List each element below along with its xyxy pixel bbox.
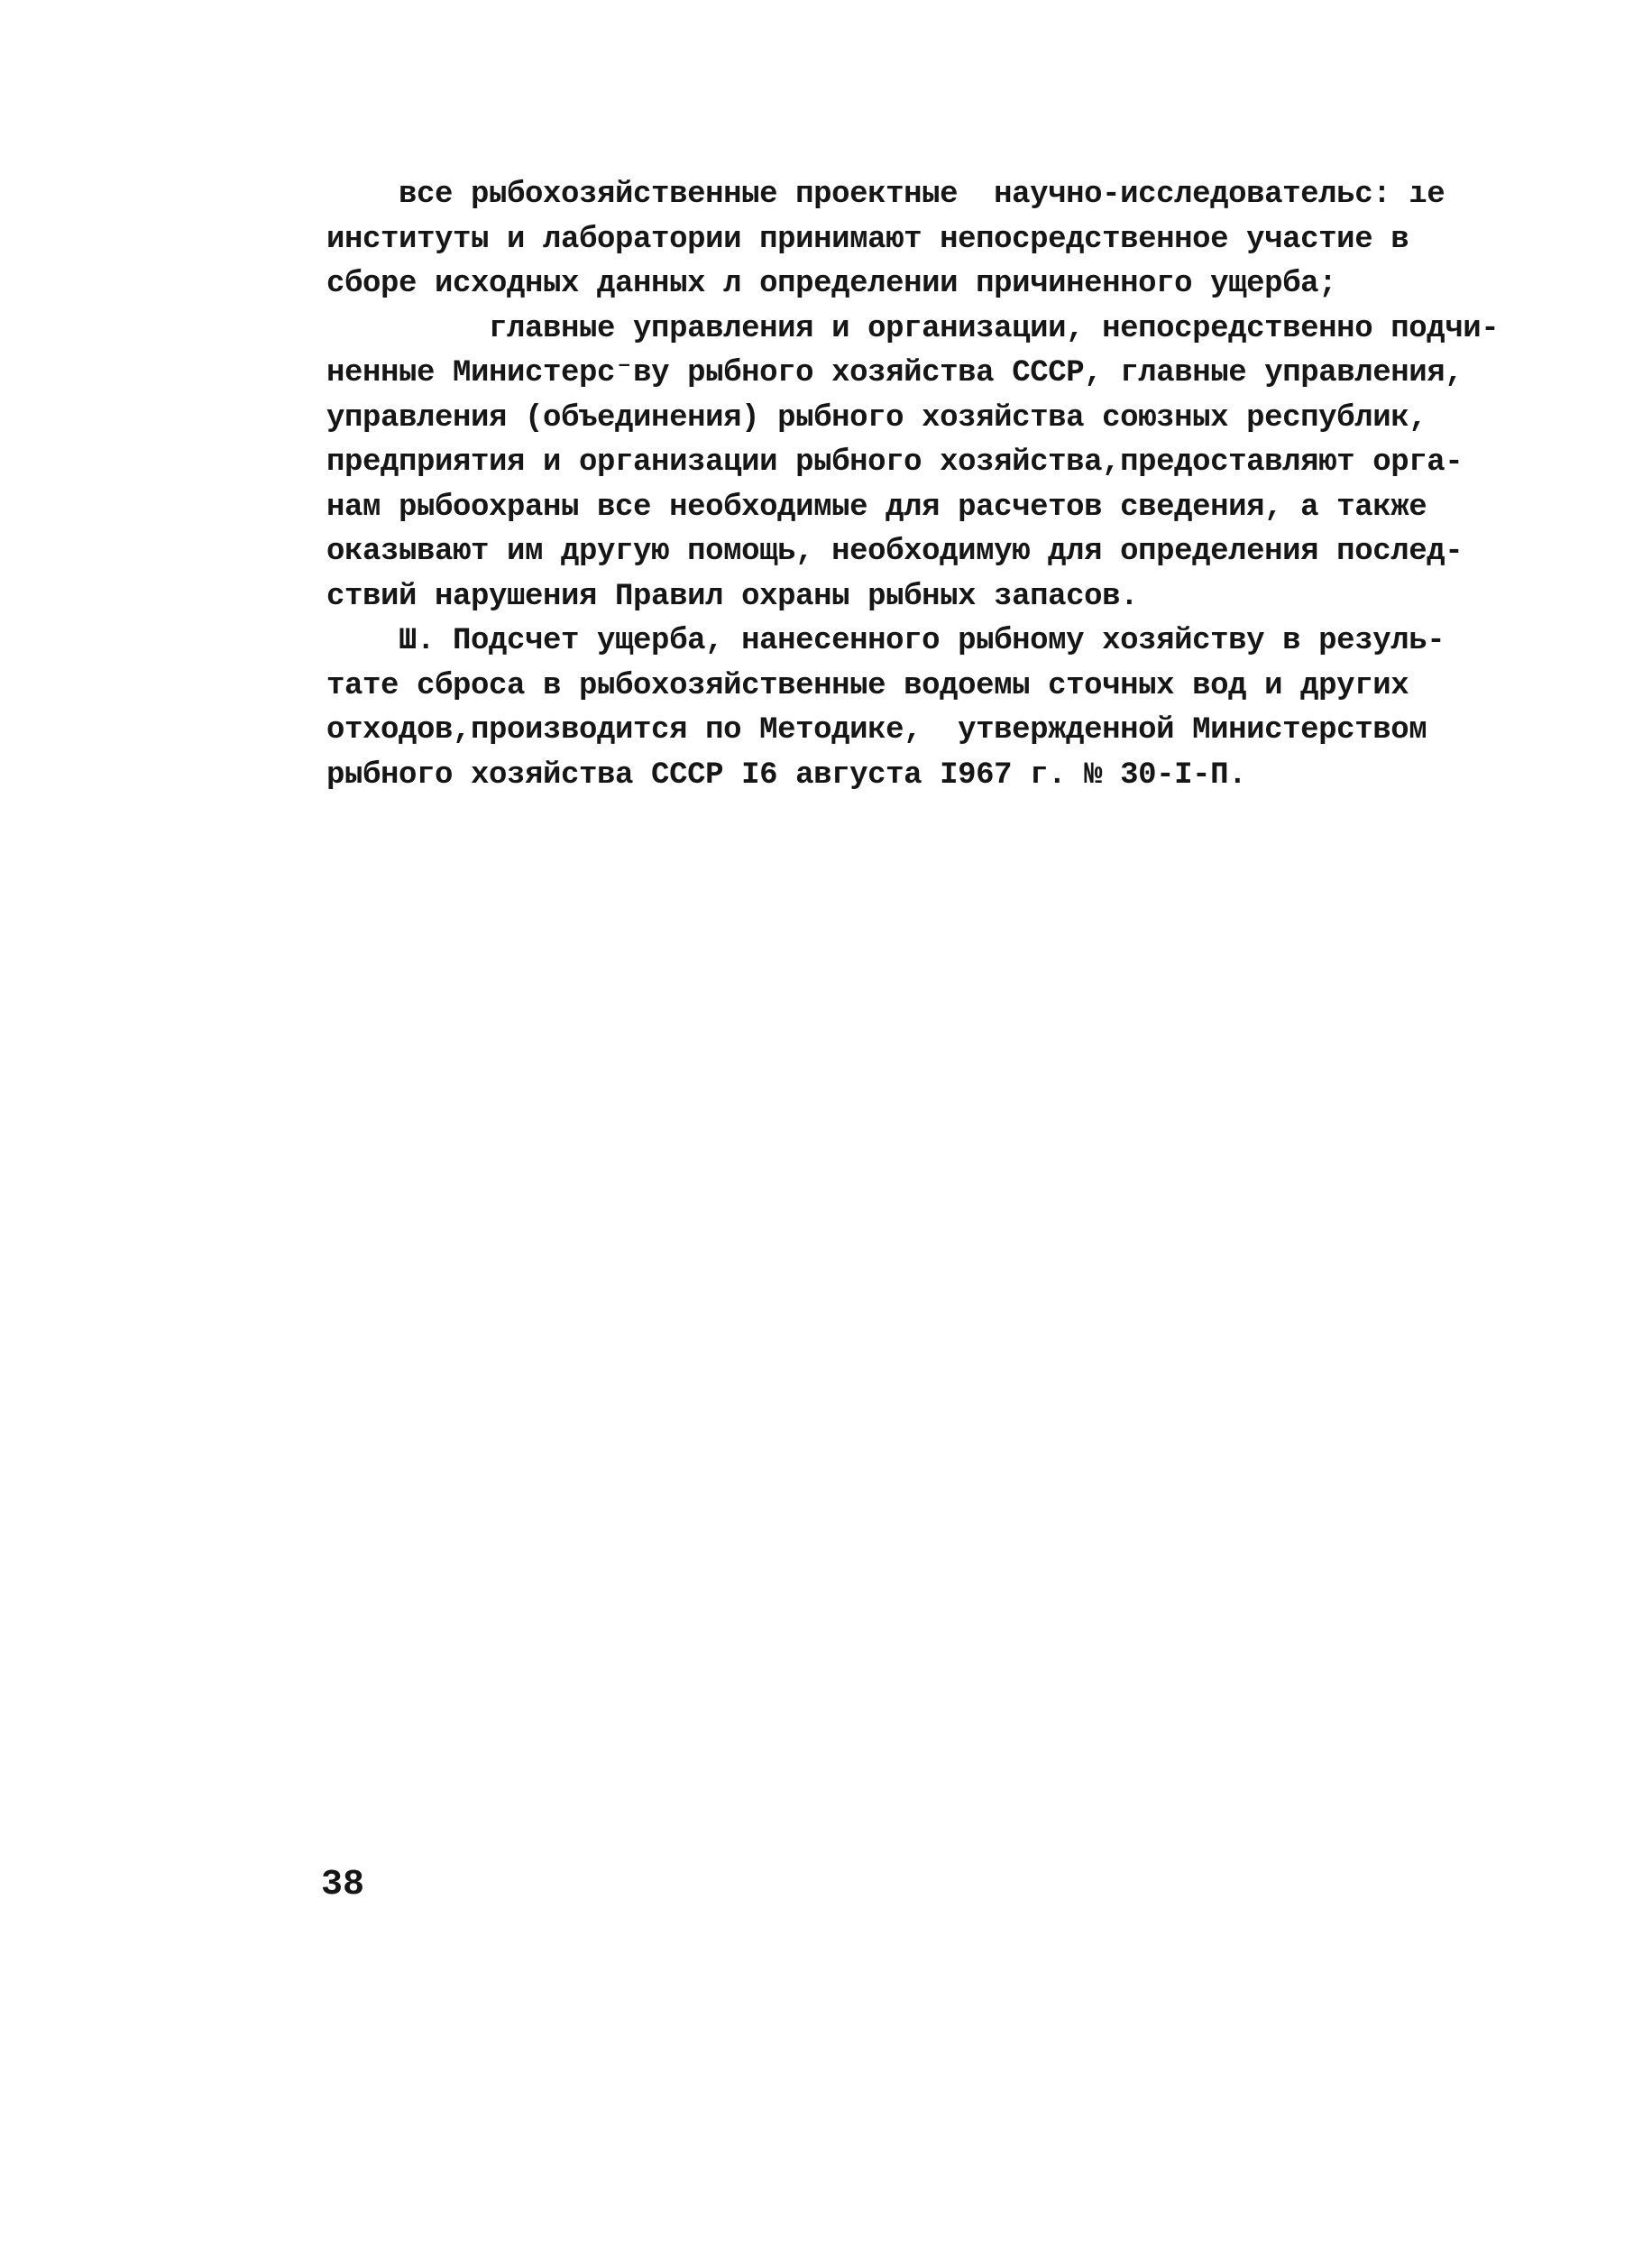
text-line: оказывают им другую помощь, необходимую для определения послед- [326, 535, 1464, 569]
body-text [326, 173, 1500, 798]
text-line: все рыбохозяйственные проектные научно-исследовательс: ıе [326, 178, 1446, 212]
text-line: управления (объединения) рыбного хозяйства союзных республик, [326, 400, 1427, 436]
text-line: ствий нарушения Правил охраны рыбных запасов. [326, 579, 1139, 614]
text-line: предприятия и организации рыбного хозяйства,предоставляют орга- [326, 445, 1464, 480]
text-line: ненные Министерс⁻ву рыбного хозяйства СССР, главные управления, [326, 356, 1464, 390]
text-line: сборе исходных данных л определении причиненного ущерба; [326, 267, 1337, 301]
text-line: тате сброса в рыбохозяйственные водоемы сточных вод и других [326, 668, 1409, 703]
text-line: рыбного хозяйства СССР I6 августа I967 г. № 30-I-П. [326, 757, 1247, 793]
text-line: Ш. Подсчет ущерба, нанесенного рыбному хозяйству в резуль- [326, 624, 1446, 658]
text-line: отходов,производится по Методике, утвержденной Министерством [326, 713, 1427, 748]
text-line: нам рыбоохраны все необходимые для расчетов сведения, а также [326, 490, 1427, 525]
page-number: 38 [321, 1865, 365, 1905]
text-line: институты и лаборатории принимают непосредственное участие в [326, 222, 1409, 257]
text-line: главные управления и организации, непосредственно подчи- [326, 311, 1500, 346]
